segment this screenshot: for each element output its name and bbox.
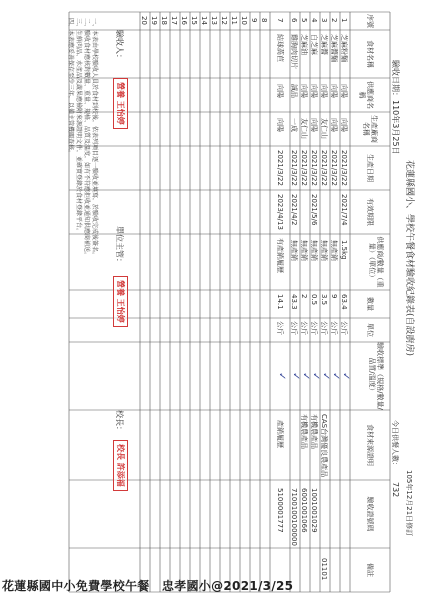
row-6-item: 雞胸肉切片 [290,34,298,69]
col-header-expire: 有效期限 [366,198,374,226]
row-7-check: ✓ [276,372,287,381]
row-2-maker: 向陽 [330,118,338,132]
row-number: 15 [190,16,198,25]
row-1-expire: 2021/7/4 [340,194,348,226]
row-1-check: ✓ [340,372,351,381]
row-5-spec: 無產銷 [300,240,308,261]
row-5-unit: 公斤 [300,321,308,335]
row-6-produce: 2021/3/22 [290,150,298,186]
row-5-item: 芝麻油 [300,34,308,55]
row-7-unit: 公斤 [276,321,284,335]
count-label: 今日供餐人數： [391,420,399,469]
row-number: 20 [140,16,148,25]
row-3-item: 芝麻醬 [320,34,328,55]
row-7-cert-no: 5100001777 [276,488,284,533]
row-5-cert-no: 6001001066 [300,488,308,533]
row-4-supplier: 向陽 [310,84,318,98]
row-6-maker: 一成 [290,118,298,132]
row-1-item: 芝麻粉麵 [340,34,348,62]
row-3-supplier: 向陽 [320,84,328,98]
row-3-qty: 3.5 [320,294,328,306]
row-5-supplier: 向陽 [300,84,308,98]
row-7-maker: 向陽 [276,118,284,132]
row-5-extra-cert: 有機農產品 [300,414,308,449]
count-value: 732 [391,482,400,498]
col-header-produce: 生產日期 [366,154,374,182]
row-4-spec: 無產銷 [310,240,318,261]
row-4-item: 白芝麻 [310,34,318,55]
form-number: 105年12月21日修訂 [405,470,413,537]
acceptor-stamp: 營養 王怡婷 [113,78,128,129]
col-header-item: 食材名稱 [366,40,374,68]
row-2-spec: 無產銷 [330,240,338,261]
row-number: 9 [250,18,258,23]
col-header-cert-no: 驗收證號碼 [366,496,374,532]
col-header-spec: 供應商/數量（重量）（單位） [368,236,384,288]
row-4-qty: 0.5 [310,294,318,306]
row-number: 8 [260,18,268,23]
row-1-no: 1 [340,18,348,23]
note-line: 三、生鮮肉品、水產品及蔬果應檢附來源證明文件，並確實登錄於食材登錄平台。 [75,18,82,235]
row-3-maker: 友仁山 [320,118,328,139]
row-7-item: 結球萵苣 [276,34,284,62]
row-2-item: 芝麻醬麵 [330,34,338,62]
col-header-no: 序號 [366,14,374,28]
row-6-extra-cert-no: 7100100100000 [290,488,298,546]
row-4-no: 4 [310,18,318,23]
note-line: 四、本表應妥善保存至少三年，以備主管機關查核。 [67,18,74,157]
row-7-produce: 2021/3/22 [276,150,284,186]
row-2-qty: 9 [330,294,338,299]
row-5-no: 5 [300,18,308,23]
row-3-check: ✓ [320,372,331,381]
row-6-unit: 公斤 [290,321,298,335]
row-1-maker: 向陽 [340,118,348,132]
row-number: 12 [220,16,228,25]
row-number: 11 [230,16,238,25]
row-number: 16 [180,16,188,25]
row-7-expire: 2023/4/13 [276,194,284,230]
date-label: 驗收日期：110年3月25日 [391,60,400,155]
row-6-spec: 無產銷 [290,240,298,261]
row-7-no: 7 [276,18,284,23]
row-3-spec: 無產銷 [320,240,328,261]
row-5-check: ✓ [300,372,311,381]
row-1-unit: 公斤 [340,321,348,335]
row-6-supplier: 誠品 [290,84,298,98]
row-number: 17 [170,16,178,25]
unit-head-label: 單位主管： [115,226,124,266]
row-6-check: ✓ [290,372,301,381]
col-header-maker: 生產廠商名稱 [362,115,378,143]
row-2-check: ✓ [330,372,341,381]
row-7-spec: 有產銷履歷 [276,238,284,273]
row-1-produce: 2021/3/22 [340,150,348,186]
form-title: 花蓮縣國小、學校午餐食材驗收紀錄表(自設廚房) [404,160,414,357]
row-5-maker: 友仁山 [300,118,308,139]
row-5-produce: 2021/3/22 [300,150,308,186]
col-header-standard: 驗收標準（規格/數量/品質/溫度） [368,342,384,410]
col-header-cert: 食材來源證明 [366,424,374,466]
row-4-extra-cert: 有機農產品 [310,414,318,449]
row-3-cert: CAS台灣優良農產品 [320,414,328,478]
row-4-produce: 2021/3/22 [310,150,318,186]
reviewer-label: 校長： [115,410,124,434]
row-2-unit: 公斤 [330,321,338,335]
row-number: 18 [160,16,168,25]
row-4-maker: 向陽 [310,118,318,132]
row-7-cert: 產銷履歷 [276,420,284,448]
row-number: 14 [200,16,208,25]
row-4-expire: 2021/5/6 [310,194,318,226]
row-5-qty: 2 [300,294,308,299]
unit-head-stamp: 營養 王怡婷 [113,276,128,327]
row-3-unit: 公斤 [320,321,328,335]
photo-caption: 花蓮縣國中小免費學校午餐 忠孝國小@2021/3/25 [2,579,294,593]
col-header-qty: 數量 [366,297,374,311]
row-6-no: 6 [290,18,298,23]
note-line: 二、驗收食材應核對數量、重量、規格、品質及溫度，如有不符應拒收並通知供應商補送。 [83,18,90,259]
row-1-supplier: 向陽 [340,84,348,98]
reviewer-stamp: 校長 許添福 [113,440,128,491]
row-4-unit: 公斤 [310,321,318,335]
col-header-supplier: 供應商名稱 [358,81,374,109]
row-3-produce: 2021/3/22 [320,150,328,186]
row-7-qty: 14.1 [276,294,284,310]
row-6-qty: 43.3 [290,294,298,310]
row-2-supplier: 向陽 [330,84,338,98]
row-7-supplier: 向陽 [276,84,284,98]
row-number: 13 [210,16,218,25]
row-4-cert-no: 1001001029 [310,488,318,533]
row-2-produce: 2021/3/22 [330,150,338,186]
row-3-extra-cert-no: 01101 [320,558,328,581]
col-header-unit: 單位 [366,323,374,337]
row-2-no: 2 [330,18,338,23]
row-6-expire: 2021/4/2 [290,194,298,226]
acceptor-label: 驗收人： [115,30,124,62]
row-number: 10 [240,16,248,25]
col-header-remark: 備註 [366,563,374,577]
row-4-check: ✓ [310,372,321,381]
row-1-spec: 1.5kg [340,240,348,260]
row-number: 19 [150,16,158,25]
row-1-qty: 63.4 [340,294,348,310]
note-line: 一、本表由學校驗收人員於食材到校後，依表列項目逐一驗收並填寫，於驗收完成後簽名。 [91,18,98,259]
row-3-no: 3 [320,18,328,23]
